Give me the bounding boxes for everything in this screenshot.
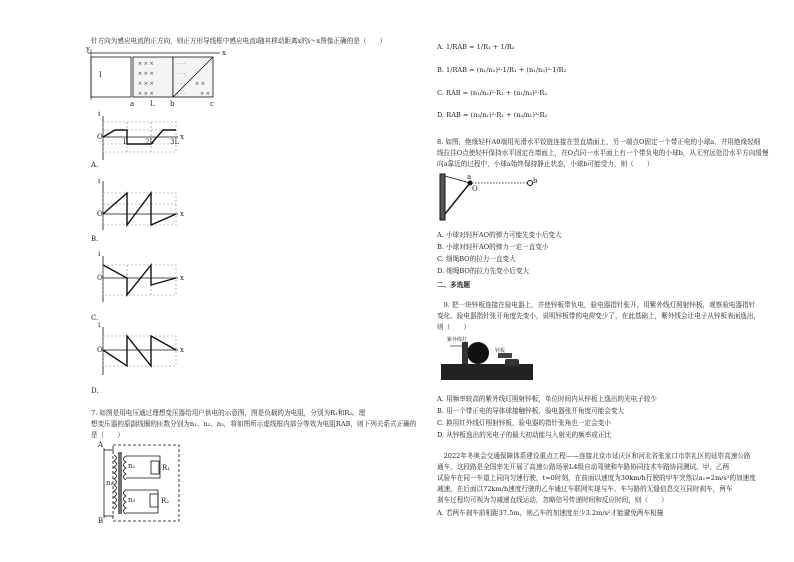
question-8-stem-line3: 向a靠近的过程中，小球a始终保持静止状态，小球b可能受力，则（ ） [437,160,654,168]
option-9b[interactable]: B. 用一个带正电的导体球接触锌板，验电器张开角度可能会变大 [437,407,625,415]
option-9d[interactable]: D. 从锌板逸出的光电子的最大初动能与入射光的频率成正比 [437,431,612,439]
question-6-stem: 针方向为感应电流的正方向，则正方形导线框中感应电流i随其移动距离x的i～x图像正确的是（ ） [91,37,387,45]
point-a-label: a [130,100,135,108]
question-9-stem-line2: 变化。验电器指针张开角度先变小，说明锌板带的电荷变少了，在此基础上，紫外线会让电子从锌板表面逸出， [437,312,761,320]
option-8b[interactable]: B. 小球对轻杆AO的弹力一定一直变小 [437,243,549,251]
length-label: L [150,100,155,108]
option-10a[interactable]: A. 若两车刹车前相距37.5m，则乙车的加速度至少3.2m/s²才能避免两车相撞 [437,509,664,517]
option-9c[interactable]: C. 换用红外线灯照射锌板，验电器的指针张角也一定会变小 [437,419,611,427]
option-8a[interactable]: A. 小球对轻杆AO的弹力可能先变小后变大 [437,231,562,239]
rod-figure [440,174,533,220]
question-7-stem-line1: 7. 如图是用电压通过理想变压器给用户供电的示意图，图是负载的为电阻，分别为R₁和R₂。理 [91,409,366,417]
graph-d [103,327,178,375]
option-8c[interactable]: C. 细绳BO的拉力一直变大 [437,255,516,263]
zinc-plate-figure [441,342,533,380]
option-a-label[interactable]: A. [91,161,99,169]
graph-b-i-label: i [98,177,101,185]
field-y-label: y [86,45,90,53]
point-b-label: b [170,100,175,108]
ball-a-label: a [467,173,472,181]
question-10-stem-line3: 试验车在同一车道上同向匀速行驶，t=0时刻，在前面以速度为30km/h行驶的甲车突然以a₁=2m/s²的加速度 [437,474,756,482]
svg-text:× × ×: × × × [138,81,154,87]
graph-a-tick-l: L [123,138,128,146]
svg-text:× × ×: × × × [138,91,154,97]
graph-c-i-label: i [98,250,101,258]
graph-c-origin: O [97,274,103,282]
coil-n1-label: n₁ [106,479,114,487]
terminal-b-label: B [98,517,104,525]
question-9-stem-line3: 则（ ） [437,323,470,331]
coil-n2-label: n₂ [128,462,136,470]
svg-text:× × ×: × × × [138,61,154,67]
graph-a-x-label: x [180,133,184,141]
lamp-label: 紫外线灯 [447,337,468,343]
question-8-stem-line1: 8. 如图，绝缘轻杆A0端用光滑水平铰链连接在竖直墙面上，另一端点O固定一个带正电的小球a，并用绝缘轻细 [437,138,761,146]
plate-label: 锌板 [495,348,506,354]
option-9a[interactable]: A. 用频率较高的紫外线灯照射锌板，单位时间内从锌板上逸出的光电子较少 [437,395,657,403]
svg-text:× × ×: × × × [138,71,154,77]
section-heading: 二、多选题 [437,281,470,289]
svg-text:× ×: × × [200,91,210,97]
question-8-stem-line2: 线拉住O点使轻杆保持水平固定在墙面上，在O点同一水平面上有一个带负电的小球b，从无穷远处沿水平方向缓慢 [437,149,769,157]
question-9-stem-line1: 9. 把一块锌板连接在验电器上，并使锌板带负电，验电器指针张开，用紫外线灯照射锌板，观察验电器指针 [437,301,756,309]
question-10-stem-line2: 通车，这段路是全国率先开展了高速公路场景L4级自动驾驶和车路协同技术车路协同测试。甲、乙两 [437,463,730,471]
option-7a[interactable]: A. 1/RAB = 1/R₁ + 1/R₂ [437,43,515,51]
ball-b-label: b [533,177,538,185]
option-7c[interactable]: C. RAB = (n₁/n₂)²·R₁ + (n₁/n₃)²·R₂ [437,89,547,97]
magnetic-field-figure [88,49,220,100]
svg-text:· · ·: · · · [177,91,185,97]
option-7b[interactable]: B. 1/RAB = (n₁/n₂)²·1/R₁ + (n₁/n₃)²·1/R₂ [437,66,567,74]
graph-b [103,181,178,230]
graph-b-x-label: x [180,210,184,218]
question-10-stem-line1: 2022年冬奥会交通保障体系建设重点工程——连接北京市延庆区和河北省张家口市崇礼区的延崇高速公路 [437,452,751,460]
graph-d-origin: O [97,346,103,354]
question-10-stem-line4: 减速，在后面以72km/h速度行驶的乙车通过车联网实现与车、车与路的无缝信息交互同时刹车，两车 [437,485,733,493]
option-d-label[interactable]: D. [91,387,99,395]
graph-a [103,116,178,160]
graph-a-i-label: i [98,110,101,118]
option-b-label[interactable]: B. [91,235,99,243]
graph-a-tick-3l: 3L [170,138,180,146]
transformer-figure [104,445,179,521]
field-x-label: x [222,49,226,57]
graph-a-tick-2l: 2L [145,138,155,146]
point-o-label: O [472,185,478,193]
option-7d[interactable]: D. RAB = (n₂/n₁)²·R₁ + (n₃/n₁)²·R₂ [437,111,548,119]
graph-a-origin: O [97,133,103,141]
option-8d[interactable]: D. 细绳BO的拉力先变小后变大 [437,267,530,275]
question-7-stem-line3: 是（ ） [91,431,124,439]
svg-text:· · ·: · · · [177,81,185,87]
resistor-r1-label: R₁ [162,464,171,472]
question-10-stem-line5: 刹车过程均可视为匀减速直线运动，忽略信号传递时间和反应时间，则（ ） [437,496,668,504]
graph-c-x-label: x [180,274,184,282]
graph-d-x-label: x [180,346,184,354]
svg-text:× ×: × × [195,81,205,87]
svg-text:· · ·: · · · [177,71,185,77]
resistor-r2-label: R₂ [161,497,170,505]
question-7-stem-line2: 想变压器的原副线圈的匝数分别为n₁、n₂、n₃，将如图所示虚线框内部分等效为电阻RAB，则下列关系式正确的 [91,420,417,428]
current-label: I [99,71,102,79]
graph-c [103,256,178,302]
graph-d-i-label: i [98,321,101,329]
svg-text:· · ·: · · · [177,61,185,67]
option-c-label[interactable]: C. [91,314,99,322]
point-c-label: c [210,100,214,108]
coil-n3-label: n₃ [128,496,136,504]
graph-b-origin: O [97,210,103,218]
terminal-a-label: A [98,441,104,449]
